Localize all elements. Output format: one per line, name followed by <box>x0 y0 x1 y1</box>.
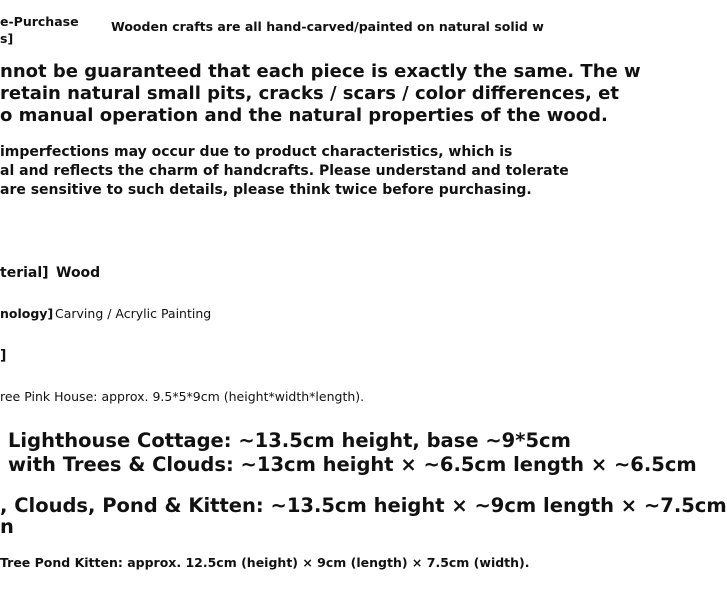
header-note: Wooden crafts are all hand-carved/painted on natural solid w <box>111 19 544 34</box>
notice-line-3: are sensitive to such details, please think twice before purchasing. <box>0 182 532 198</box>
technology-value: Carving / Acrylic Painting <box>55 306 212 321</box>
warning-line-3: o manual operation and the natural properties of the wood. <box>0 105 608 126</box>
warning-line-2: retain natural small pits, cracks / scars / color differences, et <box>0 83 619 104</box>
header-label-line1: e-Purchase <box>0 14 79 29</box>
size-lighthouse-cottage: Lighthouse Cottage: ~13.5cm height, base ~9*5cm <box>8 429 571 452</box>
size-label: ] <box>0 348 7 364</box>
size-pink-house: ree Pink House: approx. 9.5*5*9cm (height*width*length). <box>0 389 365 404</box>
size-pond-kitten: , Clouds, Pond & Kitten: ~13.5cm height × ~9cm length × ~7.5cm <box>0 494 727 517</box>
material-value: Wood <box>56 265 101 281</box>
material-label: terial] <box>0 265 49 281</box>
notice-line-1: imperfections may occur due to product characteristics, which is <box>0 144 513 160</box>
technology-label: nology] <box>0 306 54 321</box>
size-trees-clouds: with Trees & Clouds: ~13cm height × ~6.5cm length × ~6.5cm <box>8 453 697 476</box>
size-pond-kitten-continued: n <box>0 515 14 538</box>
notice-line-2: al and reflects the charm of handcrafts. Please understand and tolerate <box>0 163 569 179</box>
header-label-line2: s] <box>0 31 14 46</box>
warning-line-1: nnot be guaranteed that each piece is exactly the same. The w <box>0 61 641 82</box>
size-tree-pond-kitten: Tree Pond Kitten: approx. 12.5cm (height) × 9cm (length) × 7.5cm (width). <box>0 555 530 570</box>
